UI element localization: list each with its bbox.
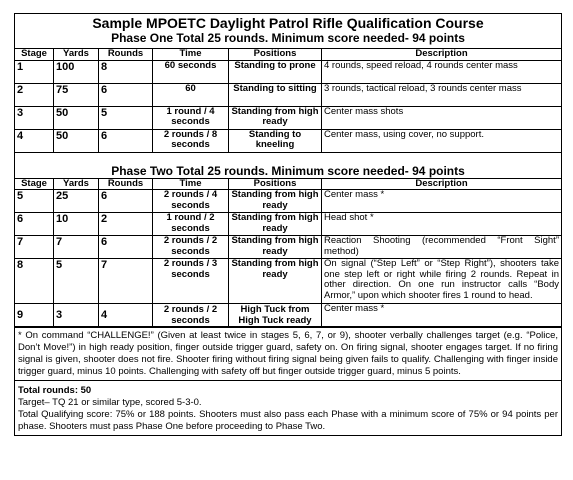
description-cell: Reaction Shooting (recommended “Front Sight” method) [322, 236, 562, 259]
time-cell: 2 rounds / 2 seconds [153, 236, 229, 259]
yards-cell: 25 [54, 190, 99, 213]
table-row [15, 83, 562, 106]
stage-cell: 5 [15, 190, 54, 213]
header-stage: Stage [15, 178, 54, 190]
position-cell: Standing from high ready [229, 259, 322, 304]
header-time: Time [153, 178, 229, 190]
phase-two-table [14, 178, 562, 328]
description-cell: On signal (“Step Left” or “Step Right”), shooters take one step left or right while firing 2 rounds. Repeat in other direction. On one run instructor calls “Body Armor,” upon which shooter fires 1 round to head. [322, 259, 562, 304]
rounds-cell: 6 [99, 236, 153, 259]
time-cell: 60 seconds [153, 60, 229, 83]
position-cell: Standing to kneeling [229, 129, 322, 152]
rounds-cell: 6 [99, 83, 153, 106]
header-stage: Stage [15, 49, 54, 61]
position-cell: High Tuck from High Tuck ready [229, 304, 322, 327]
header-rounds: Rounds [99, 49, 153, 61]
yards-cell: 5 [54, 259, 99, 304]
phase-one-header-row [15, 49, 562, 61]
rounds-cell: 8 [99, 60, 153, 83]
description-cell: 4 rounds, speed reload, 4 rounds center mass [322, 60, 562, 83]
yards-cell: 10 [54, 213, 99, 236]
table-row [15, 236, 562, 259]
position-cell: Standing from high ready [229, 236, 322, 259]
stage-cell: 1 [15, 60, 54, 83]
table-row [15, 129, 562, 152]
yards-cell: 50 [54, 129, 99, 152]
header-rounds: Rounds [99, 178, 153, 190]
table-row [15, 304, 562, 327]
description-cell: Center mass shots [322, 106, 562, 129]
title-block [14, 13, 562, 48]
stage-cell: 7 [15, 236, 54, 259]
description-cell: Head shot * [322, 213, 562, 236]
header-positions: Positions [229, 49, 322, 61]
rounds-cell: 4 [99, 304, 153, 327]
total-rounds: Total rounds: 50 [18, 385, 92, 396]
rounds-cell: 2 [99, 213, 153, 236]
table-row [15, 190, 562, 213]
description-cell: Center mass, using cover, no support. [322, 129, 562, 152]
stage-cell: 6 [15, 213, 54, 236]
position-cell: Standing from high ready [229, 190, 322, 213]
rounds-cell: 6 [99, 190, 153, 213]
time-cell: 2 rounds / 2 seconds [153, 304, 229, 327]
yards-cell: 7 [54, 236, 99, 259]
header-description: Description [322, 49, 562, 61]
description-cell: 3 rounds, tactical reload, 3 rounds center mass [322, 83, 562, 106]
time-cell: 2 rounds / 4 seconds [153, 190, 229, 213]
yards-cell: 75 [54, 83, 99, 106]
phase-two-header-row [15, 178, 562, 190]
description-cell: Center mass * [322, 304, 562, 327]
time-cell: 1 round / 2 seconds [153, 213, 229, 236]
yards-cell: 3 [54, 304, 99, 327]
qualifying-score: Total Qualifying score: 75% or 188 points. Shooters must also pass each Phase with a minimum score of 75% or 94 points per phase. Shooters must pass Phase One before proceeding to Phase Two. [18, 409, 558, 432]
phase-one-table [14, 48, 562, 153]
description-cell: Center mass * [322, 190, 562, 213]
phase-two-title: Phase Two Total 25 rounds. Minimum score needed- 94 points [14, 153, 562, 178]
stage-cell: 3 [15, 106, 54, 129]
stage-cell: 4 [15, 129, 54, 152]
position-cell: Standing from high ready [229, 106, 322, 129]
phase-one-title: Phase One Total 25 rounds. Minimum score needed- 94 points [111, 31, 465, 45]
stage-cell: 8 [15, 259, 54, 304]
time-cell: 2 rounds / 3 seconds [153, 259, 229, 304]
position-cell: Standing to sitting [229, 83, 322, 106]
time-cell: 60 [153, 83, 229, 106]
qualification-document [14, 13, 562, 436]
header-time: Time [153, 49, 229, 61]
stage-cell: 9 [15, 304, 54, 327]
header-positions: Positions [229, 178, 322, 190]
table-row [15, 60, 562, 83]
stage-cell: 2 [15, 83, 54, 106]
rounds-cell: 7 [99, 259, 153, 304]
time-cell: 2 rounds / 8 seconds [153, 129, 229, 152]
table-row [15, 213, 562, 236]
rounds-cell: 5 [99, 106, 153, 129]
table-row [15, 259, 562, 304]
rounds-cell: 6 [99, 129, 153, 152]
position-cell: Standing from high ready [229, 213, 322, 236]
yards-cell: 50 [54, 106, 99, 129]
position-cell: Standing to prone [229, 60, 322, 83]
challenge-footnote: * On command “CHALLENGE!” (Given at least twice in stages 5, 6, 7, or 9), shooter verbally challenges target (e.g. “Police, Don’t Move!”) in high ready position, finger outside trigger guard, safety on. On firing signal, shooter engages target. If no firing signal is given, shooter does not fire. Shooter firing without firing signal being given fails to qualify. Challenging with finger inside trigger guard, minus 10 points. Challenging with safety off but finger outside trigger guard, minus 5 points. [14, 327, 562, 381]
header-yards: Yards [54, 178, 99, 190]
yards-cell: 100 [54, 60, 99, 83]
header-yards: Yards [54, 49, 99, 61]
target-info: Target– TQ 21 or similar type, scored 5-3-0. [18, 397, 202, 408]
table-row [15, 106, 562, 129]
document-title: Sample MPOETC Daylight Patrol Rifle Qualification Course [92, 15, 484, 31]
header-description: Description [322, 178, 562, 190]
time-cell: 1 round / 4 seconds [153, 106, 229, 129]
totals-block [14, 381, 562, 436]
